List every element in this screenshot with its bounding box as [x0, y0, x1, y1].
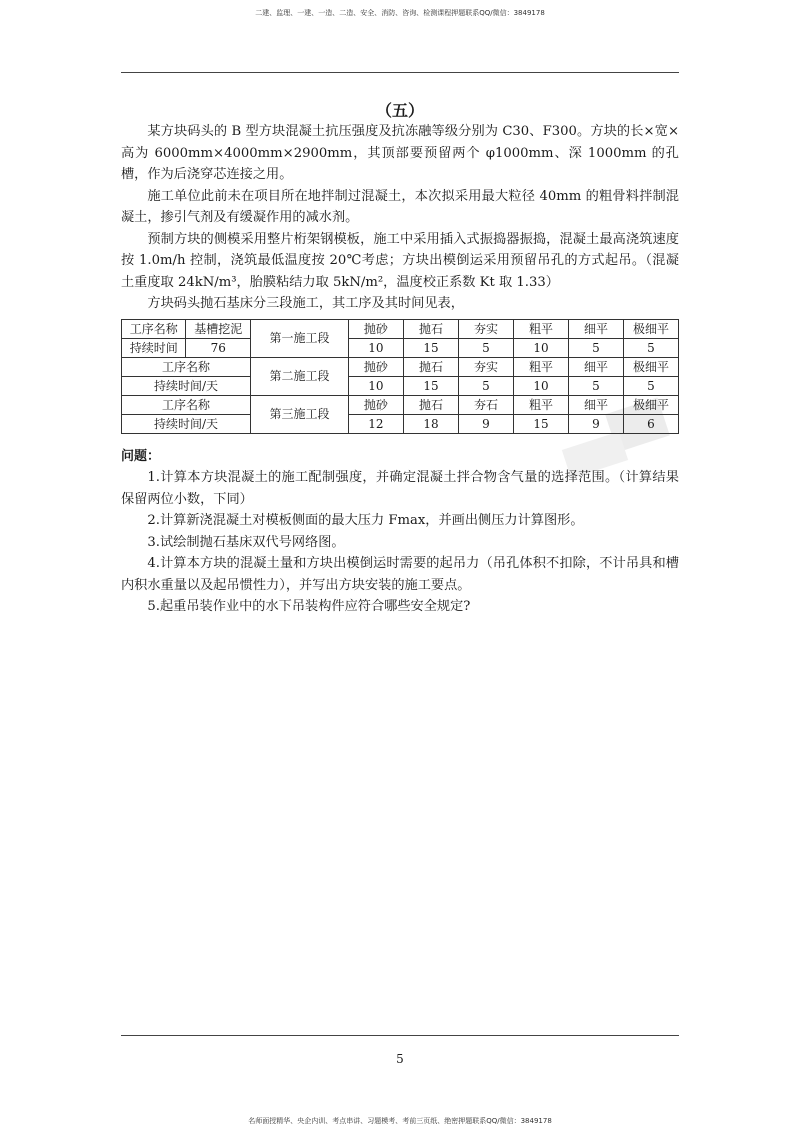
table-cell: 极细平 — [623, 395, 678, 414]
table-cell: 10 — [513, 338, 568, 357]
table-cell: 基槽挖泥 — [186, 319, 251, 338]
table-cell: 5 — [459, 338, 514, 357]
header-note: 二建、监理、一建、一造、二造、安全、消防、咨询、检测课程押题联系QQ/微信：3849178 — [255, 9, 545, 17]
table-cell: 持续时间 — [122, 338, 186, 357]
table-cell: 细平 — [569, 395, 624, 414]
table-cell: 76 — [186, 338, 251, 357]
table-cell: 15 — [403, 376, 458, 395]
question-5: 5.起重吊装作业中的水下吊装构件应符合哪些安全规定? — [147, 599, 471, 614]
table-cell: 第一施工段 — [251, 319, 349, 357]
table-cell: 9 — [459, 414, 514, 433]
section-title: （五） — [375, 101, 424, 120]
table-cell: 抛砂 — [348, 319, 403, 338]
table-cell: 抛石 — [403, 319, 458, 338]
header-rule — [121, 72, 679, 73]
table-cell: 工序名称 — [122, 395, 251, 414]
table-cell: 5 — [623, 376, 678, 395]
table-cell: 极细平 — [623, 357, 678, 376]
table-row — [122, 376, 679, 395]
table-cell: 粗平 — [513, 319, 568, 338]
table-cell: 5 — [459, 376, 514, 395]
table-cell: 5 — [623, 338, 678, 357]
paragraph-4: 方块码头抛石基床分三段施工，其工序及其时间见表， — [147, 296, 464, 311]
question-4: 4.计算本方块的混凝土量和方块出模倒运时需要的起吊力（吊孔体积不扣除，不计吊具和槽内积水重量以及起吊惯性力），并写出方块安装的施工要点。 — [121, 556, 679, 593]
work-schedule-table — [121, 319, 679, 434]
table-cell: 18 — [403, 414, 458, 433]
table-cell: 夯实 — [459, 319, 514, 338]
table-cell: 10 — [348, 338, 403, 357]
questions-list — [121, 467, 679, 618]
table-row — [122, 338, 679, 357]
paragraph-3: 预制方块的侧模采用整片桁架钢模板，施工中采用插入式振捣器振捣，混凝土最高浇筑速度按 1.0m/h 控制，浇筑最低温度按 20℃考虑；方块出模倒运采用预留吊孔的方式起吊。（混凝土重度取 24kN/m³，胎膜粘结力取 5kN/m²，温度校正系数 Kt 取 1.33） — [121, 231, 679, 290]
table-row — [122, 414, 679, 433]
question-2: 2.计算新浇混凝土对模板侧面的最大压力 Fmax，并画出侧压力计算图形。 — [147, 513, 584, 528]
table-cell: 极细平 — [623, 319, 678, 338]
table-cell: 6 — [623, 414, 678, 433]
table-cell: 持续时间/天 — [122, 414, 251, 433]
table-cell: 12 — [348, 414, 403, 433]
table-row — [122, 395, 679, 414]
table-cell: 15 — [403, 338, 458, 357]
table-row — [122, 319, 679, 338]
table-cell: 细平 — [569, 319, 624, 338]
footer-note: 名师面授精华、央企内训、考点串讲、习题模考、考前三页纸、绝密押题联系QQ/微信：3849178 — [248, 1117, 552, 1125]
table-cell: 抛石 — [403, 357, 458, 376]
table-cell: 9 — [569, 414, 624, 433]
table-cell: 夯石 — [459, 395, 514, 414]
table-cell: 15 — [513, 414, 568, 433]
paragraph-1: 某方块码头的 B 型方块混凝土抗压强度及抗冻融等级分别为 C30、F300。方块的长×宽×高为 6000mm×4000mm×2900mm，其顶部要预留两个 φ1000mm、深 1000mm 的孔槽，作为后浇穿芯连接之用。 — [121, 124, 679, 182]
table-cell: 5 — [569, 338, 624, 357]
question-3: 3.试绘制抛石基床双代号网络图。 — [147, 534, 345, 550]
table-cell: 细平 — [569, 357, 624, 376]
table-cell: 持续时间/天 — [122, 376, 251, 395]
table-cell: 粗平 — [513, 395, 568, 414]
table-cell: 夯实 — [459, 357, 514, 376]
footer-rule — [121, 1035, 679, 1036]
table-cell: 工序名称 — [122, 357, 251, 376]
table-cell: 粗平 — [513, 357, 568, 376]
paragraph-2: 施工单位此前未在项目所在地拌制过混凝土，本次拟采用最大粒径 40mm 的粗骨料拌制混凝土，掺引气剂及有缓凝作用的减水剂。 — [121, 188, 679, 225]
questions-title: 问题： — [121, 448, 161, 464]
table-cell: 抛砂 — [348, 357, 403, 376]
table-cell: 工序名称 — [122, 319, 186, 338]
question-1: 1.计算本方块混凝土的施工配制强度，并确定混凝土拌合物含气量的选择范围。（计算结果保留两位小数，下同） — [121, 470, 679, 507]
table-cell: 5 — [569, 376, 624, 395]
table-cell: 抛砂 — [348, 395, 403, 414]
table-cell: 抛石 — [403, 395, 458, 414]
table-cell: 10 — [513, 376, 568, 395]
table-row — [122, 357, 679, 376]
document-body — [121, 121, 679, 618]
table-cell: 10 — [348, 376, 403, 395]
table-cell: 第三施工段 — [251, 395, 349, 433]
page-number: 5 — [396, 1052, 404, 1066]
table-cell: 第二施工段 — [251, 357, 349, 395]
